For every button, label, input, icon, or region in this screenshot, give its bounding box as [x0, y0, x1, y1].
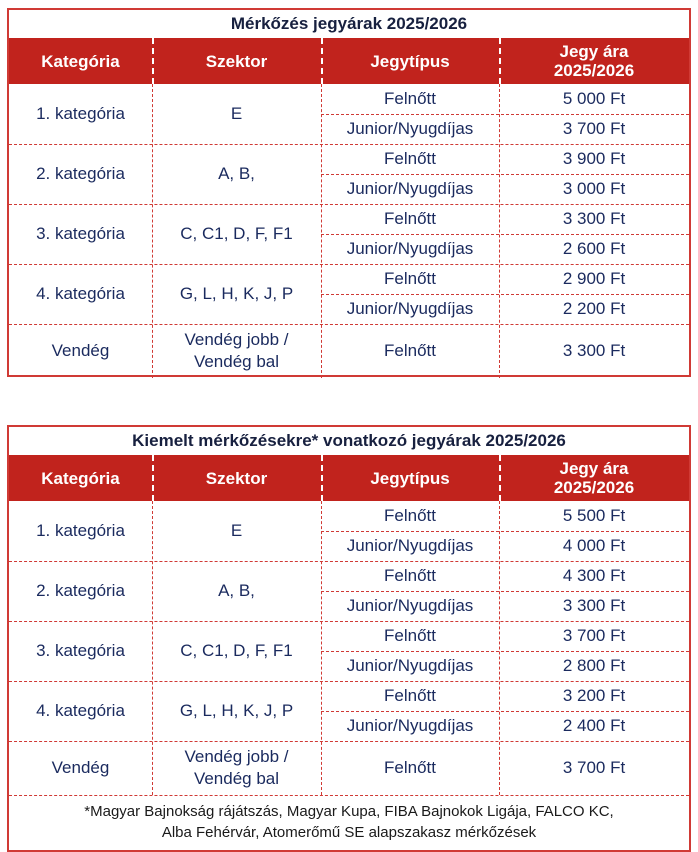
- sector-cell: G, L, H, K, J, P: [179, 701, 294, 720]
- sector-cell: Vendég jobb / Vendég bal: [184, 747, 289, 788]
- ticket-type-cell: Felnőtt: [384, 89, 436, 108]
- row-divider: [321, 531, 689, 532]
- column-header: Szektor: [205, 468, 268, 488]
- ticket-type-cell: Felnőtt: [384, 686, 436, 705]
- header-divider: [499, 38, 501, 84]
- row-divider: [321, 294, 689, 295]
- sector-cell: C, C1, D, F, F1: [180, 641, 293, 660]
- header-divider: [321, 455, 323, 501]
- ticket-type-cell: Junior/Nyugdíjas: [346, 119, 474, 138]
- ticket-type-cell: Felnőtt: [384, 626, 436, 645]
- table-title: Kiemelt mérkőzésekre* vonatkozó jegyárak 2025/2026: [132, 431, 566, 450]
- ticket-type-cell: Felnőtt: [384, 506, 436, 525]
- price-table: [7, 8, 691, 377]
- price-cell: 3 300 Ft: [562, 341, 626, 360]
- header-divider: [499, 455, 501, 501]
- price-cell: 3 700 Ft: [562, 626, 626, 645]
- category-cell: 4. kategória: [36, 701, 125, 720]
- column-divider: [152, 84, 153, 378]
- category-cell: 1. kategória: [36, 104, 125, 123]
- group-divider: [9, 795, 689, 796]
- ticket-type-cell: Felnőtt: [384, 566, 436, 585]
- row-divider: [321, 234, 689, 235]
- sector-cell: A, B,: [218, 581, 255, 600]
- price-cell: 3 900 Ft: [562, 149, 626, 168]
- price-cell: 2 600 Ft: [562, 239, 626, 258]
- header-divider: [152, 38, 154, 84]
- category-cell: 3. kategória: [36, 224, 125, 243]
- ticket-type-cell: Felnőtt: [384, 149, 436, 168]
- price-cell: 2 800 Ft: [562, 656, 626, 675]
- ticket-type-cell: Felnőtt: [384, 269, 436, 288]
- column-header: Kategória: [41, 468, 120, 488]
- price-cell: 3 700 Ft: [562, 758, 626, 777]
- table-title: Mérkőzés jegyárak 2025/2026: [230, 14, 468, 33]
- category-cell: 2. kategória: [36, 581, 125, 600]
- sector-cell: E: [230, 104, 243, 123]
- price-cell: 2 900 Ft: [562, 269, 626, 288]
- table-header: [9, 455, 689, 501]
- price-cell: 5 000 Ft: [562, 89, 626, 108]
- sector-cell: Vendég jobb / Vendég bal: [184, 330, 289, 371]
- column-divider: [321, 501, 322, 795]
- column-divider: [152, 501, 153, 795]
- ticket-type-cell: Junior/Nyugdíjas: [346, 179, 474, 198]
- category-cell: 3. kategória: [36, 641, 125, 660]
- category-cell: Vendég: [51, 341, 110, 360]
- price-cell: 3 700 Ft: [562, 119, 626, 138]
- ticket-type-cell: Junior/Nyugdíjas: [346, 716, 474, 735]
- price-cell: 3 200 Ft: [562, 686, 626, 705]
- price-cell: 3 000 Ft: [562, 179, 626, 198]
- price-cell: 4 300 Ft: [562, 566, 626, 585]
- column-divider: [499, 84, 500, 378]
- ticket-type-cell: Junior/Nyugdíjas: [346, 299, 474, 318]
- row-divider: [321, 651, 689, 652]
- price-cell: 3 300 Ft: [562, 596, 626, 615]
- column-divider: [321, 84, 322, 378]
- ticket-type-cell: Felnőtt: [384, 341, 436, 360]
- ticket-type-cell: Junior/Nyugdíjas: [346, 536, 474, 555]
- sector-cell: A, B,: [218, 164, 255, 183]
- ticket-type-cell: Junior/Nyugdíjas: [346, 596, 474, 615]
- footnote-line: *Magyar Bajnokság rájátszás, Magyar Kupa, FIBA Bajnokok Ligája, FALCO KC,: [84, 803, 614, 820]
- sector-cell: C, C1, D, F, F1: [180, 224, 293, 243]
- price-cell: 2 400 Ft: [562, 716, 626, 735]
- column-divider: [499, 501, 500, 795]
- column-header: Jegytípus: [370, 51, 450, 71]
- row-divider: [321, 114, 689, 115]
- ticket-type-cell: Junior/Nyugdíjas: [346, 656, 474, 675]
- category-cell: Vendég: [51, 758, 110, 777]
- column-header: Jegytípus: [370, 468, 450, 488]
- category-cell: 1. kategória: [36, 521, 125, 540]
- price-cell: 3 300 Ft: [562, 209, 626, 228]
- sector-cell: E: [230, 521, 243, 540]
- ticket-type-cell: Felnőtt: [384, 209, 436, 228]
- column-header: Kategória: [41, 51, 120, 71]
- row-divider: [321, 711, 689, 712]
- category-cell: 4. kategória: [36, 284, 125, 303]
- header-divider: [321, 38, 323, 84]
- price-cell: 4 000 Ft: [562, 536, 626, 555]
- header-divider: [152, 455, 154, 501]
- footnote-line: Alba Fehérvár, Atomerőmű SE alapszakasz mérkőzések: [161, 824, 537, 841]
- row-divider: [321, 591, 689, 592]
- table-header: [9, 38, 689, 84]
- price-table: [7, 425, 691, 852]
- column-header: Szektor: [205, 51, 268, 71]
- column-header: Jegy ára 2025/2026: [553, 42, 635, 80]
- price-cell: 5 500 Ft: [562, 506, 626, 525]
- ticket-type-cell: Junior/Nyugdíjas: [346, 239, 474, 258]
- sector-cell: G, L, H, K, J, P: [179, 284, 294, 303]
- ticket-type-cell: Felnőtt: [384, 758, 436, 777]
- price-cell: 2 200 Ft: [562, 299, 626, 318]
- category-cell: 2. kategória: [36, 164, 125, 183]
- column-header: Jegy ára 2025/2026: [553, 459, 635, 497]
- row-divider: [321, 174, 689, 175]
